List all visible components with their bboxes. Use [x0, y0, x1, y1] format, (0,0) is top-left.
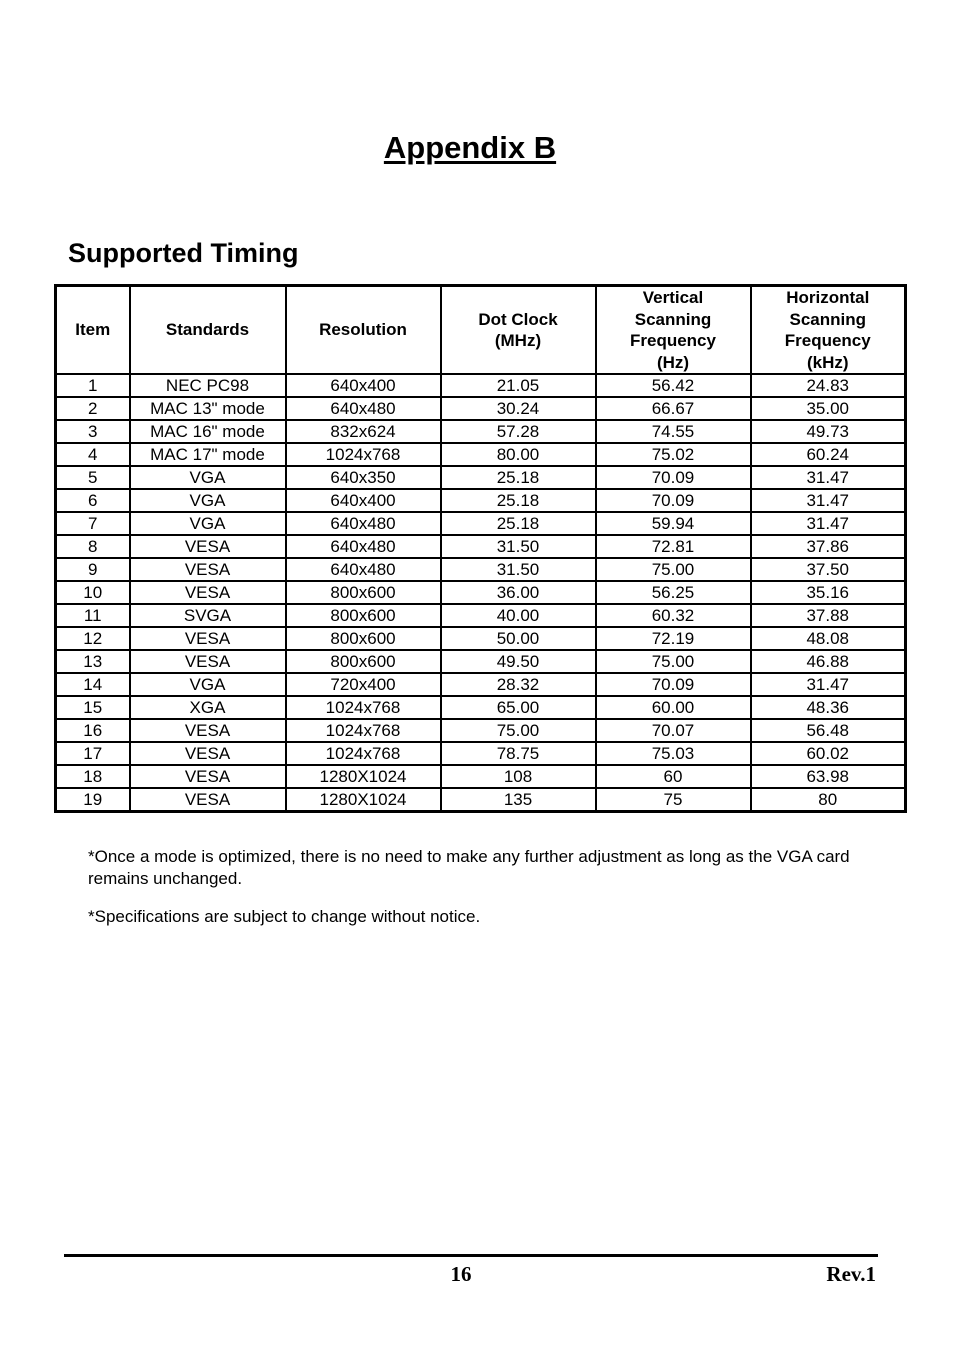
table-cell: 25.18 [441, 512, 596, 535]
table-row [56, 443, 906, 466]
column-header-line: Resolution [319, 320, 407, 340]
table-cell: 56.25 [596, 581, 751, 604]
table-cell: 640x350 [286, 466, 441, 489]
page-number: 16 [450, 1262, 472, 1286]
table-cell: 31.47 [751, 512, 906, 535]
table-cell: 5 [56, 466, 130, 489]
table-row [56, 696, 906, 719]
table-cell: VGA [130, 489, 286, 512]
table-cell: NEC PC98 [130, 374, 286, 397]
table-cell: VESA [130, 558, 286, 581]
column-header-line: Scanning [634, 309, 712, 329]
table-cell: 48.08 [751, 627, 906, 650]
table-cell: 640x400 [286, 374, 441, 397]
column-header-line: (kHz) [806, 352, 849, 372]
table-cell: 2 [56, 397, 130, 420]
table-cell: MAC 13" mode [130, 397, 286, 420]
supported-timing-table [54, 284, 907, 813]
note-optimized-mode: *Once a mode is optimized, there is no need to make any further adjustment as long as the VGA card remains unchanged. [88, 847, 850, 888]
table-cell: VESA [130, 650, 286, 673]
table-row [56, 581, 906, 604]
table-cell: 720x400 [286, 673, 441, 696]
table-cell: 1280X1024 [286, 788, 441, 812]
table-row [56, 673, 906, 696]
section-title: Supported Timing [68, 238, 299, 268]
table-cell: VESA [130, 719, 286, 742]
table-cell: 1024x768 [286, 742, 441, 765]
table-cell: 31.47 [751, 673, 906, 696]
table-cell: 640x480 [286, 558, 441, 581]
table-row [56, 558, 906, 581]
table-cell: 56.48 [751, 719, 906, 742]
table-cell: 36.00 [441, 581, 596, 604]
footer-rule [64, 1254, 878, 1257]
table-row [56, 397, 906, 420]
column-header-line: Scanning [789, 309, 866, 329]
table-cell: 74.55 [596, 420, 751, 443]
table-cell: 19 [56, 788, 130, 812]
table-cell: 832x624 [286, 420, 441, 443]
table-cell: 3 [56, 420, 130, 443]
table-row [56, 420, 906, 443]
table-cell: 10 [56, 581, 130, 604]
table-cell: 21.05 [441, 374, 596, 397]
table-cell: 75.02 [596, 443, 751, 466]
table-row [56, 719, 906, 742]
table-cell: MAC 17" mode [130, 443, 286, 466]
column-header [286, 286, 441, 375]
table-cell: 31.50 [441, 535, 596, 558]
table-cell: VESA [130, 742, 286, 765]
table-cell: 75.03 [596, 742, 751, 765]
table-cell: 40.00 [441, 604, 596, 627]
table-cell: VESA [130, 765, 286, 788]
table-cell: 75.00 [596, 650, 751, 673]
column-header-line: Dot Clock [478, 309, 558, 329]
table-cell: 70.09 [596, 466, 751, 489]
table-cell: 14 [56, 673, 130, 696]
table-cell: 49.50 [441, 650, 596, 673]
column-header-line: Vertical [642, 288, 704, 307]
table-cell: MAC 16" mode [130, 420, 286, 443]
table-cell: 35.00 [751, 397, 906, 420]
table-cell: 640x480 [286, 397, 441, 420]
column-header-line: (MHz) [494, 331, 542, 350]
table-row [56, 604, 906, 627]
table-cell: 800x600 [286, 650, 441, 673]
column-header [130, 286, 286, 375]
column-header [751, 286, 906, 375]
column-header [441, 286, 596, 375]
table-cell: 75 [596, 788, 751, 812]
table-cell: VGA [130, 673, 286, 696]
table-cell: 25.18 [441, 466, 596, 489]
table-cell: 11 [56, 604, 130, 627]
table-cell: 70.09 [596, 673, 751, 696]
table-cell: 4 [56, 443, 130, 466]
column-header [56, 286, 130, 375]
table-cell: 1024x768 [286, 696, 441, 719]
table-cell: 60.24 [751, 443, 906, 466]
table-cell: 640x480 [286, 512, 441, 535]
table-cell: 1024x768 [286, 443, 441, 466]
table-cell: 57.28 [441, 420, 596, 443]
table-cell: 46.88 [751, 650, 906, 673]
table-cell: 31.47 [751, 466, 906, 489]
column-header-line: (Hz) [656, 352, 690, 372]
table-cell: 28.32 [441, 673, 596, 696]
table-cell: VESA [130, 627, 286, 650]
page-title: Appendix B [383, 130, 557, 165]
column-header-line: Standards [165, 320, 250, 340]
table-cell: 66.67 [596, 397, 751, 420]
table-cell: 800x600 [286, 581, 441, 604]
table-row [56, 374, 906, 397]
table-cell: 30.24 [441, 397, 596, 420]
table-cell: 65.00 [441, 696, 596, 719]
table-cell: 8 [56, 535, 130, 558]
table-cell: 37.50 [751, 558, 906, 581]
table-row [56, 466, 906, 489]
column-header-line: Frequency [784, 331, 871, 350]
table-cell: VESA [130, 788, 286, 812]
table-cell: 640x480 [286, 535, 441, 558]
table-cell: 31.50 [441, 558, 596, 581]
revision-label: Rev.1 [826, 1262, 876, 1286]
table-cell: 7 [56, 512, 130, 535]
table-cell: 640x400 [286, 489, 441, 512]
table-row [56, 512, 906, 535]
table-row [56, 742, 906, 765]
table-cell: 48.36 [751, 696, 906, 719]
column-header-line: Horizontal [786, 288, 870, 307]
table-cell: 1280X1024 [286, 765, 441, 788]
table-cell: XGA [130, 696, 286, 719]
table-cell: 31.47 [751, 489, 906, 512]
table-cell: 59.94 [596, 512, 751, 535]
table-cell: 1024x768 [286, 719, 441, 742]
table-row [56, 535, 906, 558]
table-cell: 80 [751, 788, 906, 812]
table-cell: 72.81 [596, 535, 751, 558]
table-header [56, 286, 906, 375]
table-cell: 75.00 [441, 719, 596, 742]
table-row [56, 627, 906, 650]
table-cell: 17 [56, 742, 130, 765]
table-cell: 56.42 [596, 374, 751, 397]
column-header-line: Frequency [630, 331, 716, 350]
table-row [56, 489, 906, 512]
table-cell: 60 [596, 765, 751, 788]
table-cell: 35.16 [751, 581, 906, 604]
table-cell: 800x600 [286, 604, 441, 627]
table-cell: 70.09 [596, 489, 751, 512]
table-cell: 78.75 [441, 742, 596, 765]
column-header [596, 286, 751, 375]
table-cell: 37.86 [751, 535, 906, 558]
table-cell: 25.18 [441, 489, 596, 512]
table-cell: 37.88 [751, 604, 906, 627]
table-cell: 108 [441, 765, 596, 788]
table-row [56, 788, 906, 812]
table-cell: 63.98 [751, 765, 906, 788]
table-cell: 9 [56, 558, 130, 581]
table-cell: 15 [56, 696, 130, 719]
table-cell: 24.83 [751, 374, 906, 397]
note-specifications: *Specifications are subject to change without notice. [88, 907, 481, 926]
table-cell: 135 [441, 788, 596, 812]
table-cell: VESA [130, 535, 286, 558]
table-cell: 6 [56, 489, 130, 512]
table-row [56, 765, 906, 788]
table-cell: 80.00 [441, 443, 596, 466]
table-cell: 13 [56, 650, 130, 673]
table-cell: VGA [130, 466, 286, 489]
table-cell: 72.19 [596, 627, 751, 650]
header-row [56, 286, 906, 375]
table-cell: VGA [130, 512, 286, 535]
table-row [56, 650, 906, 673]
table-body [56, 374, 906, 812]
table-cell: 18 [56, 765, 130, 788]
table-cell: VESA [130, 581, 286, 604]
table-cell: SVGA [130, 604, 286, 627]
column-header-line: Item [75, 320, 111, 340]
table-cell: 70.07 [596, 719, 751, 742]
table-cell: 12 [56, 627, 130, 650]
table-cell: 75.00 [596, 558, 751, 581]
table-cell: 16 [56, 719, 130, 742]
table-cell: 800x600 [286, 627, 441, 650]
table-cell: 60.02 [751, 742, 906, 765]
table-cell: 50.00 [441, 627, 596, 650]
table-cell: 1 [56, 374, 130, 397]
table-cell: 60.00 [596, 696, 751, 719]
table-cell: 49.73 [751, 420, 906, 443]
table-cell: 60.32 [596, 604, 751, 627]
